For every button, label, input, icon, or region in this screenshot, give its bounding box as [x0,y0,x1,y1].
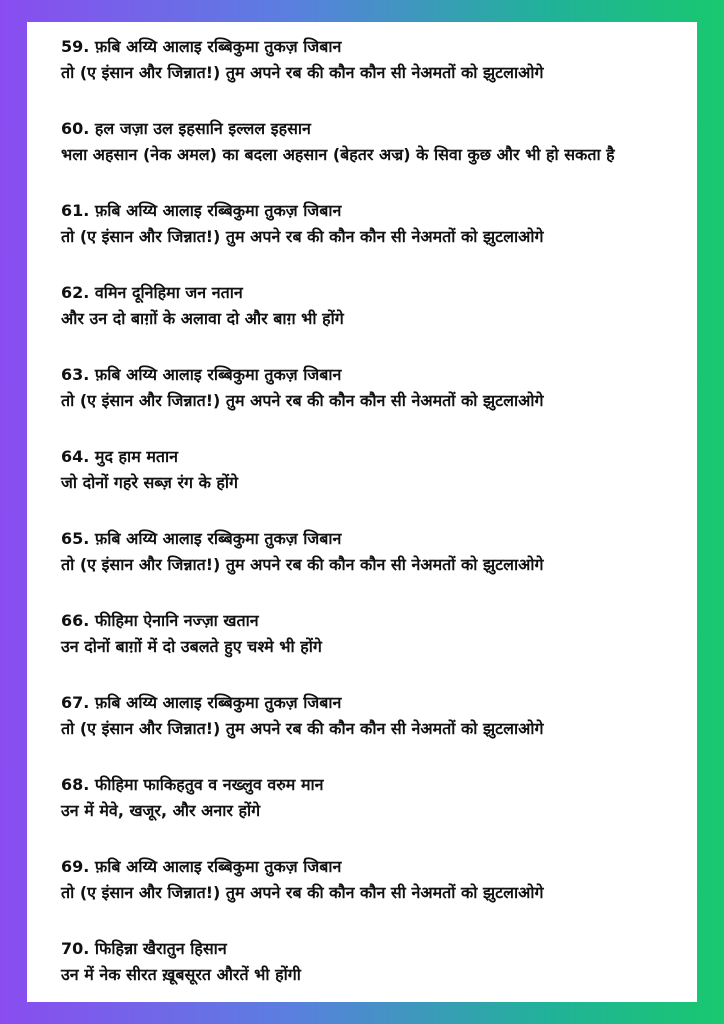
verse-translation: भला अहसान (नेक अमल) का बदला अहसान (बेहतर अज्र) के सिवा कुछ और भी हो सकता है [61,145,615,164]
verse-60 [61,116,671,168]
verse-69 [61,854,671,906]
verse-65 [61,526,671,578]
verse-68 [61,772,671,824]
verse-translation: तो (ए इंसान और जिन्नात!) तुम अपने रब की कौन कौन सी नेअमतों को झुटलाओगे [61,63,544,82]
verse-translation: उन में नेक सीरत ख़ूबसूरत औरतें भी होंगी [61,965,301,984]
verse-translation: तो (ए इंसान और जिन्नात!) तुम अपने रब की कौन कौन सी नेअमतों को झुटलाओगे [61,883,544,902]
verse-title: 66. फीहिमा ऐनानि नज्ज़ा खतान [61,611,259,630]
verse-61 [61,198,671,250]
verse-title: 61. फ़बि अय्यि आलाइ रब्बिकुमा तुकज़ जिबान [61,201,342,220]
verse-title: 60. हल जज़ा उल इहसानि इल्लल इहसान [61,119,311,138]
verse-translation: तो (ए इंसान और जिन्नात!) तुम अपने रब की कौन कौन सी नेअमतों को झुटलाओगे [61,227,544,246]
verse-title: 67. फ़बि अय्यि आलाइ रब्बिकुमा तुकज़ जिबान [61,693,342,712]
verse-70 [61,936,671,988]
verse-63 [61,362,671,414]
document-page [27,22,697,1002]
verse-translation: उन दोनों बाग़ों में दो उबलते हुए चश्मे भी होंगे [61,637,322,656]
verse-translation: तो (ए इंसान और जिन्नात!) तुम अपने रब की कौन कौन सी नेअमतों को झुटलाओगे [61,391,544,410]
verse-title: 64. मुद हाम मतान [61,447,179,466]
verse-title: 62. वमिन दूनिहिमा जन नतान [61,283,243,302]
verse-list [61,34,671,1018]
verse-62 [61,280,671,332]
verse-59 [61,34,671,86]
verse-title: 59. फ़बि अय्यि आलाइ रब्बिकुमा तुकज़ जिबान [61,37,342,56]
verse-title: 63. फ़बि अय्यि आलाइ रब्बिकुमा तुकज़ जिबान [61,365,342,384]
verse-translation: जो दोनों गहरे सब्ज़ रंग के होंगे [61,473,239,492]
verse-67 [61,690,671,742]
verse-66 [61,608,671,660]
verse-translation: तो (ए इंसान और जिन्नात!) तुम अपने रब की कौन कौन सी नेअमतों को झुटलाओगे [61,555,544,574]
verse-64 [61,444,671,496]
verse-title: 69. फ़बि अय्यि आलाइ रब्बिकुमा तुकज़ जिबान [61,857,342,876]
verse-title: 65. फ़बि अय्यि आलाइ रब्बिकुमा तुकज़ जिबान [61,529,342,548]
verse-translation: और उन दो बाग़ों के अलावा दो और बाग़ भी होंगे [61,309,344,328]
verse-translation: तो (ए इंसान और जिन्नात!) तुम अपने रब की कौन कौन सी नेअमतों को झुटलाओगे [61,719,544,738]
verse-translation: उन में मेवे, खजूर, और अनार होंगे [61,801,261,820]
verse-title: 70. फिहिन्ना खैरातुन हिसान [61,939,227,958]
verse-title: 68. फीहिमा फाकिहतुव व नख्लुव वरुम मान [61,775,324,794]
